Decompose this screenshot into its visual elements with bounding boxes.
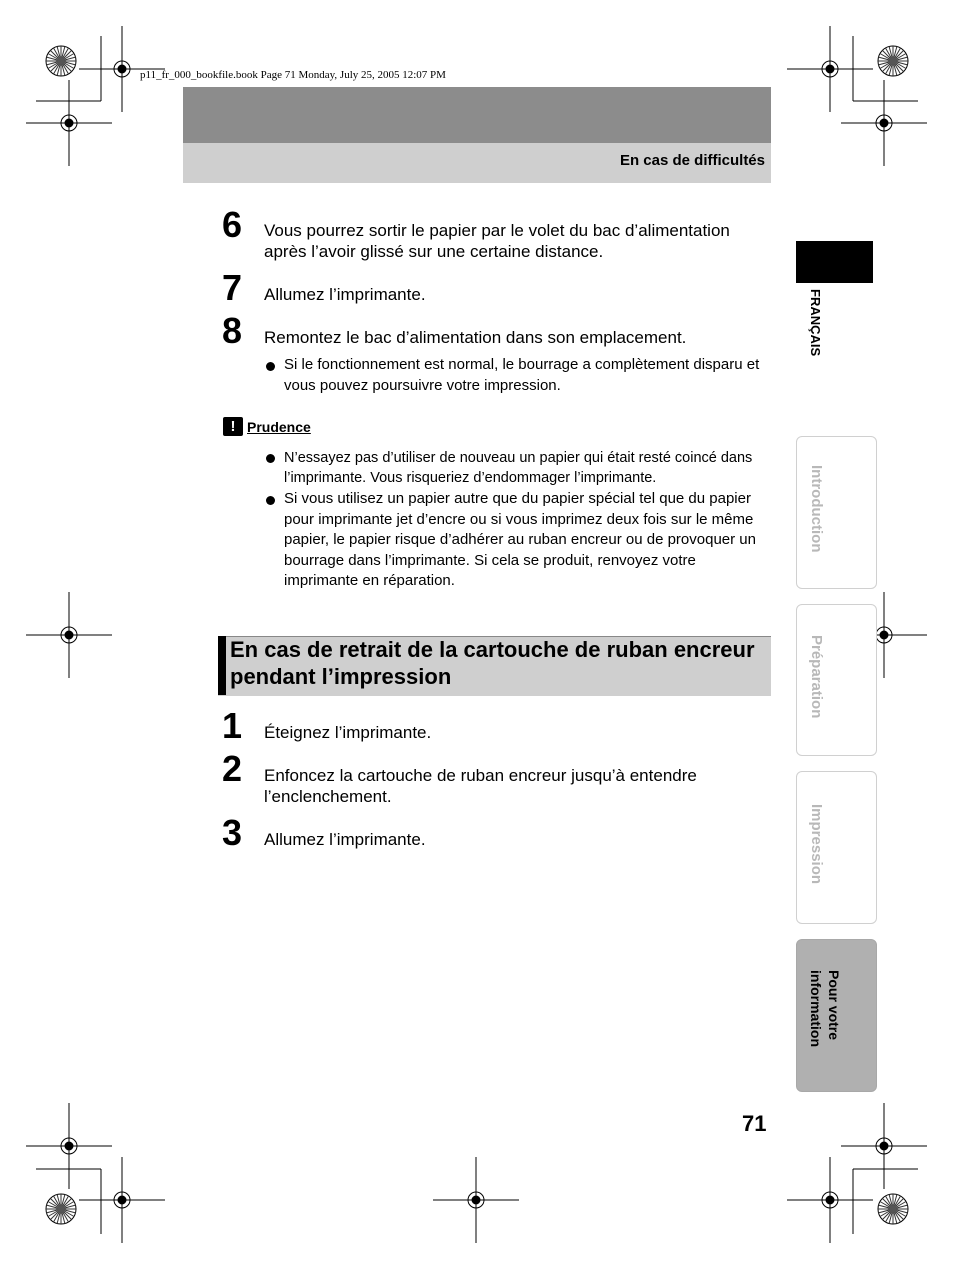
bullet-dot bbox=[266, 454, 275, 463]
color-rosette bbox=[46, 1194, 76, 1224]
registration-mark bbox=[472, 1196, 480, 1204]
color-rosette bbox=[878, 1194, 908, 1224]
section-heading-bar bbox=[218, 636, 226, 695]
registration-mark bbox=[65, 119, 73, 127]
tab-label: Impression bbox=[808, 804, 825, 885]
registration-mark bbox=[880, 1142, 888, 1150]
step-text: Vous pourrez sortir le papier par le volet du bac d’alimentation après l’avoir glissé sur une certaine distance. bbox=[264, 221, 730, 261]
caution-heading bbox=[223, 417, 311, 436]
language-tab-marker bbox=[796, 241, 873, 283]
registration-mark bbox=[880, 119, 888, 127]
header-title: En cas de difficultés bbox=[619, 152, 765, 169]
page-number: 71 bbox=[742, 1111, 767, 1136]
step-number: 2 bbox=[222, 748, 243, 789]
tab-label-line1: Pour votre bbox=[826, 970, 842, 1041]
step-text: Allumez l’imprimante. bbox=[264, 830, 426, 849]
registration-mark bbox=[826, 1196, 834, 1204]
registration-mark bbox=[65, 631, 73, 639]
caution-icon: ! bbox=[223, 417, 243, 436]
caution-label: Prudence bbox=[247, 418, 311, 435]
bullet-dot bbox=[266, 362, 275, 371]
step-text: Enfoncez la cartouche de ruban encreur jusqu’à entendre l’enclenchement. bbox=[264, 766, 697, 806]
tab-label-line2: information bbox=[808, 970, 824, 1047]
tab-label bbox=[807, 970, 843, 1047]
tab-label: Préparation bbox=[808, 635, 825, 719]
tab-pour-votre-information[interactable] bbox=[796, 939, 877, 1092]
print-header: p11_fr_000_bookfile.book Page 71 Monday, July 25, 2005 12:07 PM bbox=[140, 69, 446, 81]
registration-mark bbox=[118, 65, 126, 73]
registration-mark bbox=[118, 1196, 126, 1204]
header-bar-dark bbox=[183, 87, 771, 143]
step-number: 7 bbox=[222, 267, 243, 308]
tab-preparation[interactable] bbox=[796, 604, 877, 756]
color-rosette bbox=[46, 46, 76, 76]
step-number: 6 bbox=[222, 204, 243, 245]
step-number: 3 bbox=[222, 812, 243, 853]
tab-introduction[interactable] bbox=[796, 436, 877, 589]
color-rosette bbox=[878, 46, 908, 76]
tab-impression[interactable] bbox=[796, 771, 877, 924]
bullet-dot bbox=[266, 496, 275, 505]
caution-bullet: Si vous utilisez un papier autre que du papier spécial tel que du papier pour imprimante jet d’encre ou si vous imprimez deux fois sur le même papier, le papier risque d’adhérer au ruban encreur ou de provoquer un bourrage dans l’imprimante. Si cela se produit, renvoyez votre imprimante en réparation. bbox=[284, 490, 756, 589]
step-number: 8 bbox=[222, 310, 243, 351]
step-text: Éteignez l’imprimante. bbox=[264, 723, 432, 742]
registration-mark bbox=[880, 631, 888, 639]
tab-label: Introduction bbox=[808, 465, 825, 553]
step-note: Si le fonctionnement est normal, le bourrage a complètement disparu et vous pouvez poursuivre votre impression. bbox=[284, 356, 760, 394]
language-label: FRANÇAIS bbox=[808, 289, 823, 357]
step-text: Allumez l’imprimante. bbox=[264, 285, 426, 304]
section-title: En cas de retrait de la cartouche de ruban encreur pendant l’impression bbox=[230, 637, 755, 689]
caution-bullet: N’essayez pas d’utiliser de nouveau un papier qui était resté coincé dans l’imprimante. Vous risqueriez d’endommager l’imprimante. bbox=[284, 450, 753, 486]
registration-mark bbox=[65, 1142, 73, 1150]
step-text: Remontez le bac d’alimentation dans son emplacement. bbox=[264, 328, 687, 347]
registration-mark bbox=[826, 65, 834, 73]
step-number: 1 bbox=[222, 705, 243, 746]
